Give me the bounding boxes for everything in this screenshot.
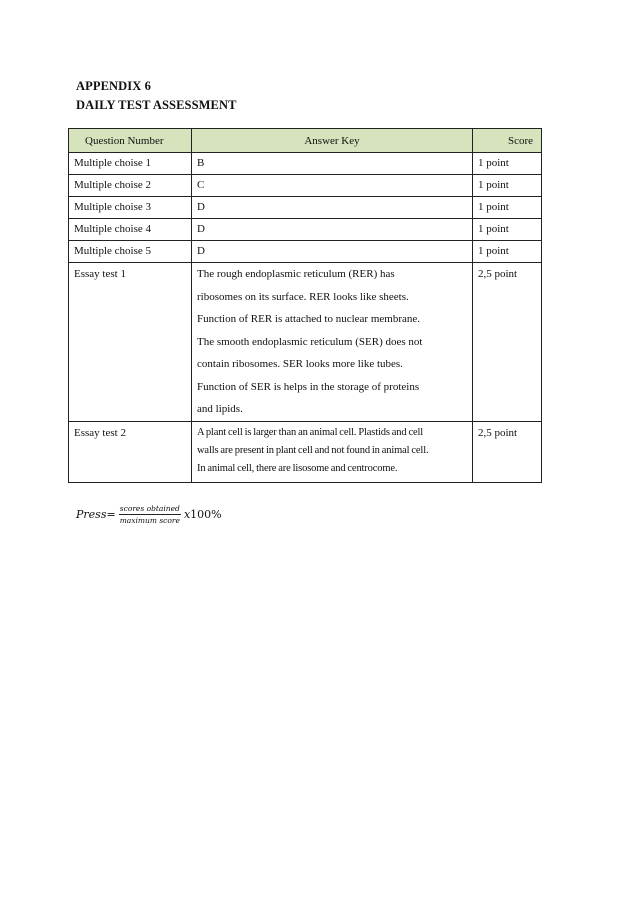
question-cell: Essay test 2 — [69, 421, 192, 482]
header-question-number: Question Number — [69, 129, 192, 153]
question-cell: Essay test 1 — [69, 263, 192, 422]
answer-cell — [192, 153, 473, 175]
answer-line: Function of SER is helps in the storage of proteins — [197, 380, 420, 393]
answer-line: The smooth endoplasmic reticulum (SER) does not — [197, 335, 423, 348]
press-formula — [76, 504, 222, 525]
formula-denominator: maximum score — [119, 516, 180, 525]
answer-cell — [192, 241, 473, 263]
answer-line: B — [197, 157, 205, 169]
table-row — [69, 241, 542, 263]
formula-factor: 100% — [190, 508, 222, 521]
header-score: Score — [473, 129, 542, 153]
score-cell: 1 point — [473, 219, 542, 241]
answer-cell — [192, 421, 473, 482]
answer-line: D — [197, 223, 205, 235]
answer-line: In animal cell, there are lisosome and centrocome. — [197, 462, 398, 474]
table-row — [69, 263, 542, 422]
appendix-label: APPENDIX 6 — [76, 79, 151, 93]
answer-line: A plant cell is larger than an animal cell. Plastids and cell — [197, 426, 424, 438]
table-header-row — [69, 129, 542, 153]
table-row — [69, 421, 542, 482]
question-cell: Multiple choise 3 — [69, 197, 192, 219]
answer-cell — [192, 197, 473, 219]
answer-line: Function of RER is attached to nuclear membrane. — [197, 313, 420, 325]
answer-line: and lipids. — [197, 403, 243, 415]
answer-cell — [192, 263, 473, 422]
answer-line: D — [197, 201, 205, 213]
question-cell: Multiple choise 4 — [69, 219, 192, 241]
table-row — [69, 197, 542, 219]
score-cell: 1 point — [473, 197, 542, 219]
formula-lhs: Press= — [76, 508, 116, 521]
table-row — [69, 175, 542, 197]
question-cell: Multiple choise 1 — [69, 153, 192, 175]
document-title: DAILY TEST ASSESSMENT — [76, 98, 237, 112]
answer-cell — [192, 219, 473, 241]
score-cell: 2,5 point — [473, 263, 542, 422]
table-row — [69, 153, 542, 175]
answer-cell — [192, 175, 473, 197]
answer-line: ribosomes on its surface. RER looks like sheets. — [197, 290, 409, 303]
answer-line: walls are present in plant cell and not found in animal cell. — [197, 444, 429, 456]
answer-line: C — [197, 179, 205, 191]
answer-key-table — [68, 128, 542, 483]
formula-numerator: scores obtained — [119, 504, 180, 513]
question-cell: Multiple choise 5 — [69, 241, 192, 263]
header-answer-key: Answer Key — [192, 129, 473, 153]
answer-line: D — [197, 245, 205, 257]
score-cell: 1 point — [473, 175, 542, 197]
formula-multiplier — [184, 508, 222, 521]
score-cell: 1 point — [473, 153, 542, 175]
answer-line: contain ribosomes. SER looks more like tubes. — [197, 358, 403, 370]
formula-times: x — [183, 508, 191, 521]
question-cell: Multiple choise 2 — [69, 175, 192, 197]
score-cell: 2,5 point — [473, 421, 542, 482]
table-row — [69, 219, 542, 241]
formula-fraction — [119, 504, 181, 525]
score-cell: 1 point — [473, 241, 542, 263]
answer-line: The rough endoplasmic reticulum (RER) has — [197, 268, 395, 280]
